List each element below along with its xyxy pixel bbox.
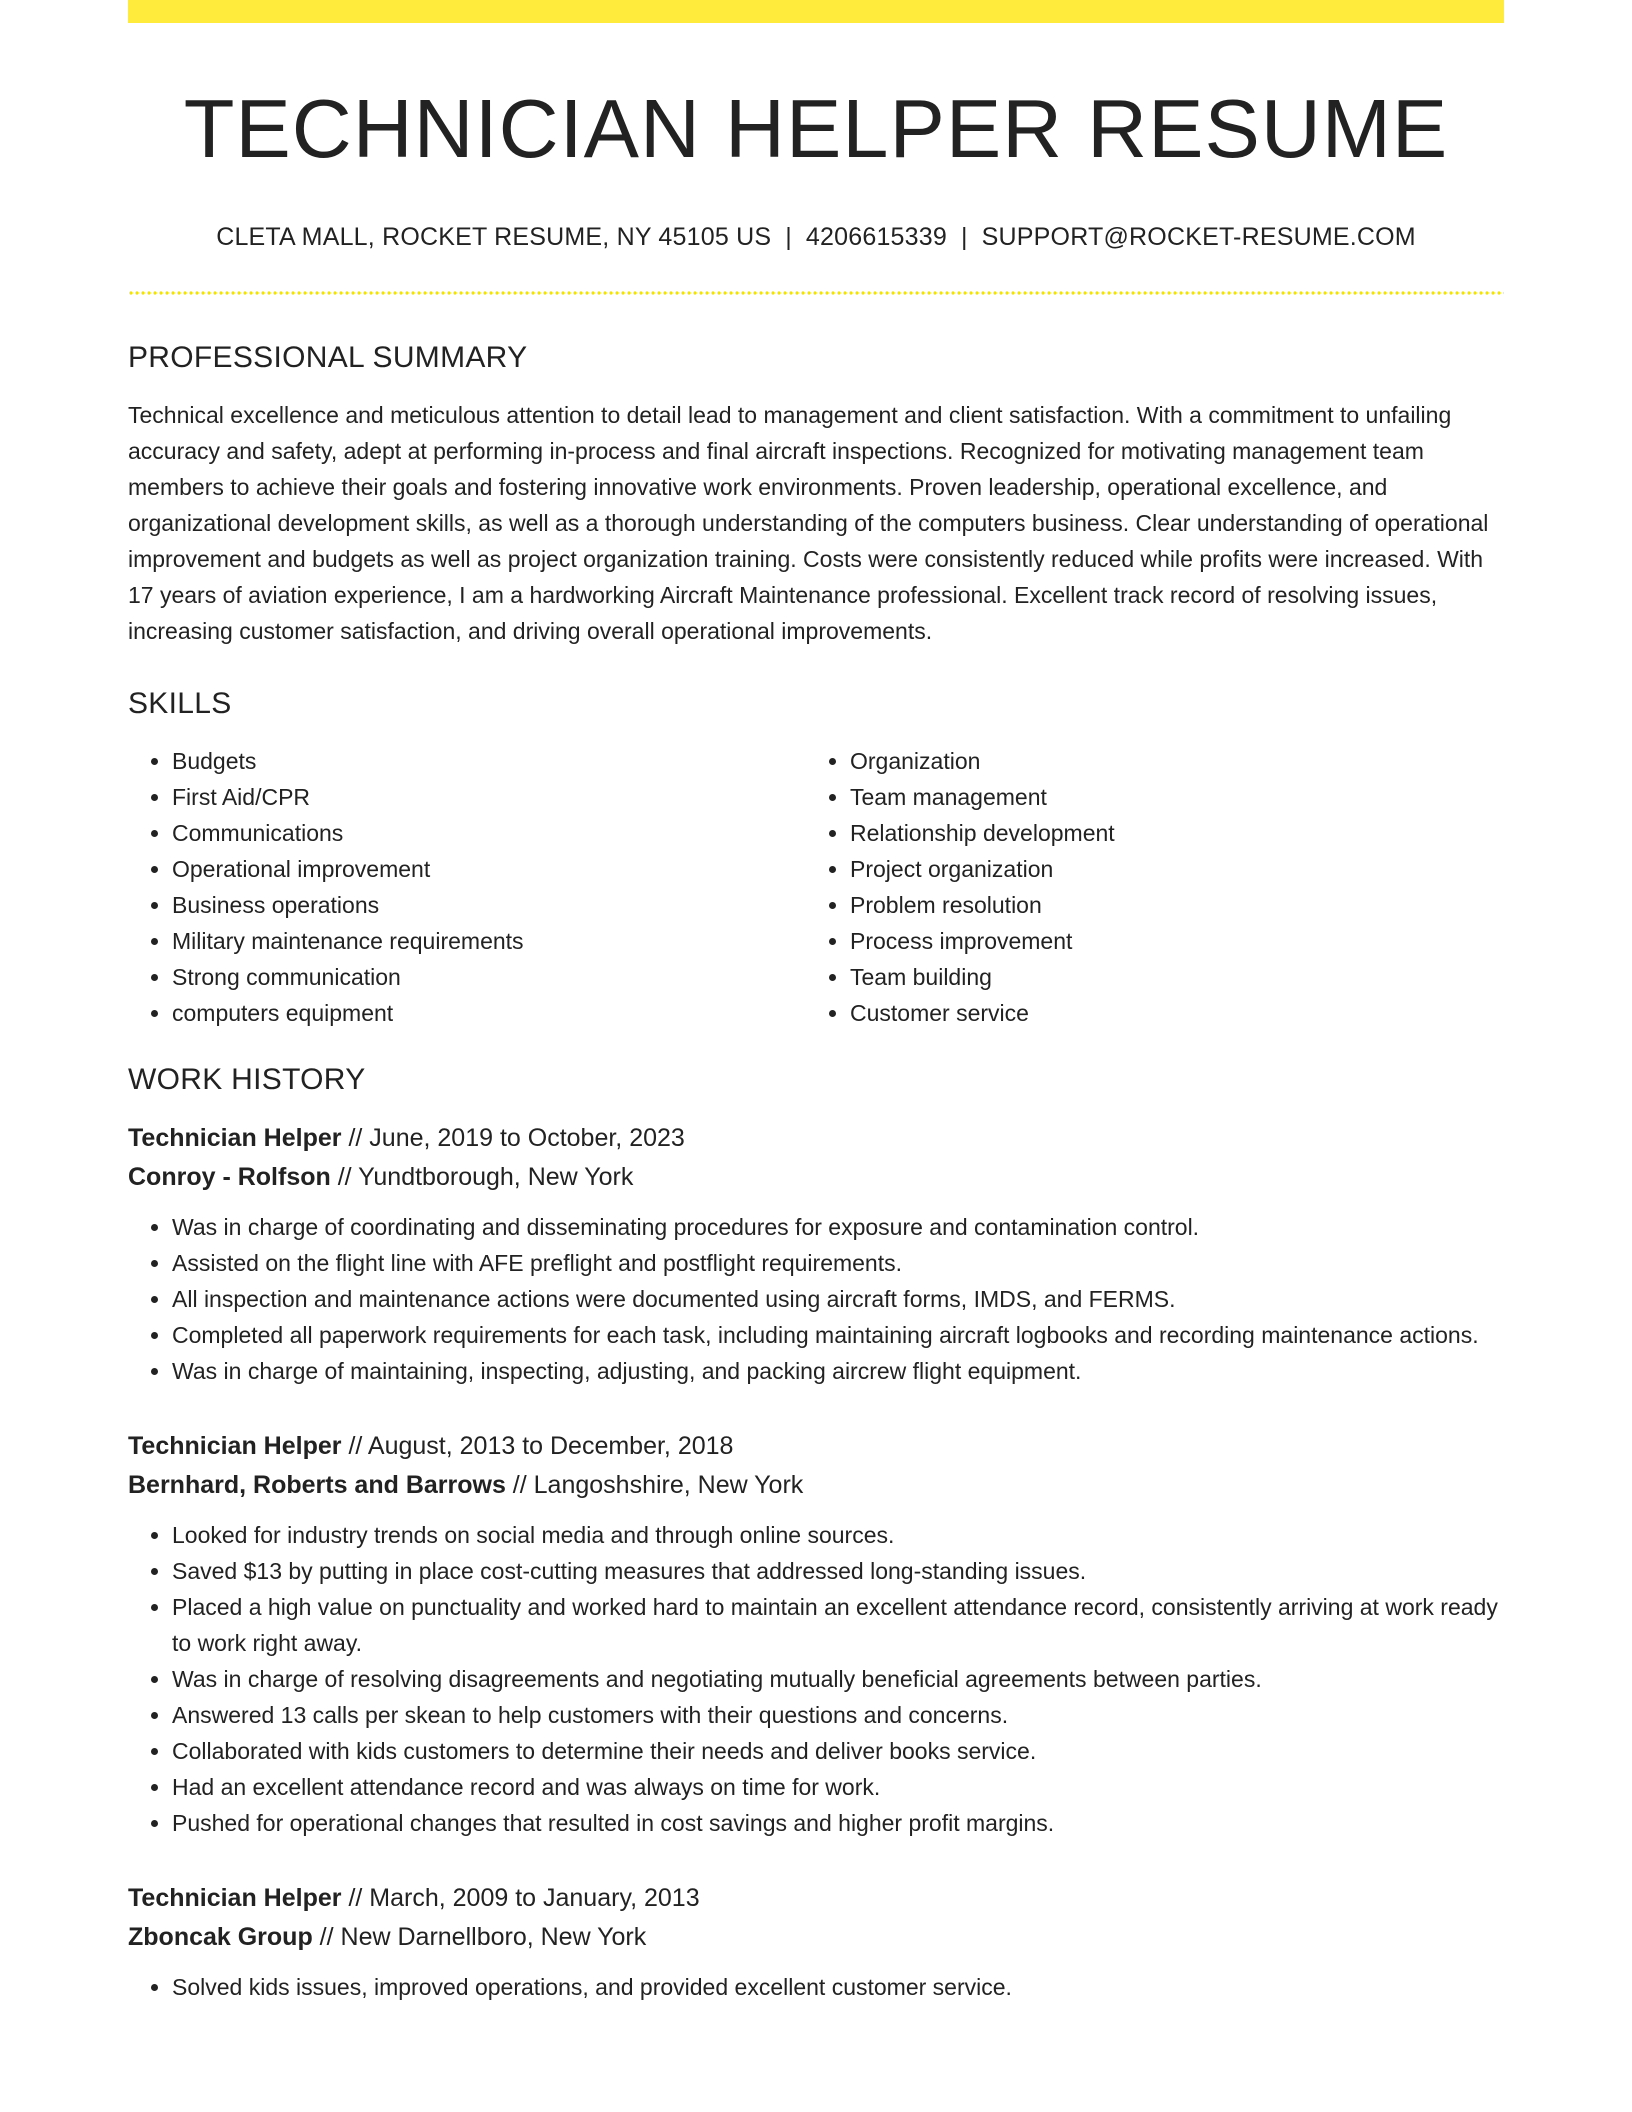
contact-email[interactable]: SUPPORT@ROCKET-RESUME.COM <box>981 222 1416 251</box>
job-company-line <box>128 1466 1504 1505</box>
resume-title: TECHNICIAN HELPER RESUME <box>183 82 1449 175</box>
job-bullet: • Solved kids issues, improved operations, and provided excellent customer service. <box>172 1969 1504 2005</box>
skill-item: • Project organization <box>850 851 1484 887</box>
job-title: Technician Helper <box>128 1883 342 1912</box>
job-bullet: • Completed all paperwork requirements for each task, including maintaining aircraft logbooks and recording maintenance actions. <box>172 1317 1504 1353</box>
skill-item: • computers equipment <box>172 995 806 1031</box>
contact-address: CLETA MALL, ROCKET RESUME, NY 45105 US <box>216 222 772 251</box>
job-separator: // <box>505 1470 534 1499</box>
skill-item: • Business operations <box>172 887 806 923</box>
work-history-heading: WORK HISTORY <box>128 1062 366 1096</box>
job-bullet: • Was in charge of resolving disagreements and negotiating mutually beneficial agreements between parties. <box>172 1661 1504 1697</box>
job-bullet: • Answered 13 calls per skean to help customers with their questions and concerns. <box>172 1697 1504 1733</box>
skills-list-left <box>128 743 806 1031</box>
job-bullets <box>128 1969 1504 2005</box>
job-bullet: • Looked for industry trends on social media and through online sources. <box>172 1517 1504 1553</box>
job-company-line <box>128 1918 1504 1957</box>
job-separator: // <box>330 1162 359 1191</box>
skill-item: • Operational improvement <box>172 851 806 887</box>
skill-item: • Strong communication <box>172 959 806 995</box>
skill-item: • Military maintenance requirements <box>172 923 806 959</box>
skill-item: • First Aid/CPR <box>172 779 806 815</box>
skill-item: • Customer service <box>850 995 1484 1031</box>
job-dates: March, 2009 to January, 2013 <box>369 1883 700 1912</box>
job-bullet: • Assisted on the flight line with AFE preflight and postflight requirements. <box>172 1245 1504 1281</box>
skill-item: • Team building <box>850 959 1484 995</box>
job-separator: // <box>341 1123 370 1152</box>
dotted-divider <box>128 291 1504 295</box>
job-title-line <box>128 1119 1504 1158</box>
job-entry <box>128 1119 1504 1389</box>
job-title: Technician Helper <box>128 1431 342 1460</box>
skill-item: • Team management <box>850 779 1484 815</box>
job-bullet: • Had an excellent attendance record and was always on time for work. <box>172 1769 1504 1805</box>
job-bullet: • Collaborated with kids customers to determine their needs and deliver books service. <box>172 1733 1504 1769</box>
contact-separator: | <box>785 222 792 251</box>
skills-heading: SKILLS <box>128 686 232 720</box>
resume-page <box>128 0 1504 2005</box>
job-separator: // <box>312 1922 341 1951</box>
job-dates: June, 2019 to October, 2023 <box>369 1123 685 1152</box>
contact-separator: | <box>960 222 968 251</box>
skill-item: • Problem resolution <box>850 887 1484 923</box>
job-bullets <box>128 1209 1504 1389</box>
summary-text: Technical excellence and meticulous attention to detail lead to management and client satisfaction. With a commitment to unfailing accuracy and safety, adept at performing in-process and final aircraft inspections. Recognized for motivating management team members to achieve their goals and fostering innovative work environments. Proven leadership, operational excellence, and organizational development skills, as well as a thorough understanding of the computers business. Clear understanding of operational improvement and budgets as well as project organization training. Costs were consistently reduced while profits were increased. With 17 years of aviation experience, I am a hardworking Aircraft Maintenance professional. Excellent track record of resolving issues, increasing customer satisfaction, and driving overall operational improvements. <box>128 401 1489 644</box>
job-title-line <box>128 1427 1504 1466</box>
job-bullet: • Was in charge of coordinating and disseminating procedures for exposure and contamination control. <box>172 1209 1504 1245</box>
job-bullets <box>128 1517 1504 1841</box>
accent-bar <box>128 0 1504 23</box>
job-company: Conroy - Rolfson <box>128 1162 331 1191</box>
skill-item: • Organization <box>850 743 1484 779</box>
job-title: Technician Helper <box>128 1123 342 1152</box>
skills-list-right <box>806 743 1484 1031</box>
contact-phone[interactable]: 4206615339 <box>805 222 947 251</box>
skill-item: • Relationship development <box>850 815 1484 851</box>
skill-item: • Process improvement <box>850 923 1484 959</box>
job-separator: // <box>341 1883 370 1912</box>
skills-columns <box>128 743 1504 1031</box>
job-company: Zboncak Group <box>128 1922 313 1951</box>
job-entry <box>128 1879 1504 2005</box>
job-bullet: • All inspection and maintenance actions were documented using aircraft forms, IMDS, and FERMS. <box>172 1281 1504 1317</box>
skill-item: • Communications <box>172 815 806 851</box>
job-location: New Darnellboro, New York <box>340 1922 647 1951</box>
job-bullet: • Saved $13 by putting in place cost-cutting measures that addressed long-standing issues. <box>172 1553 1504 1589</box>
job-bullet: • Pushed for operational changes that resulted in cost savings and higher profit margins. <box>172 1805 1504 1841</box>
job-company: Bernhard, Roberts and Barrows <box>128 1470 506 1499</box>
job-dates: August, 2013 to December, 2018 <box>367 1431 734 1460</box>
skill-item: • Budgets <box>172 743 806 779</box>
job-entry <box>128 1427 1504 1841</box>
job-title-line <box>128 1879 1504 1918</box>
contact-line <box>128 223 1504 252</box>
summary-heading: PROFESSIONAL SUMMARY <box>128 340 528 374</box>
job-bullet: • Was in charge of maintaining, inspecting, adjusting, and packing aircrew flight equipment. <box>172 1353 1504 1389</box>
job-company-line <box>128 1158 1504 1197</box>
job-location: Yundtborough, New York <box>358 1162 634 1191</box>
job-bullet: • Placed a high value on punctuality and worked hard to maintain an excellent attendance record, consistently arriving at work ready to work right away. <box>172 1589 1504 1661</box>
job-location: Langoshshire, New York <box>533 1470 804 1499</box>
job-separator: // <box>341 1431 368 1460</box>
